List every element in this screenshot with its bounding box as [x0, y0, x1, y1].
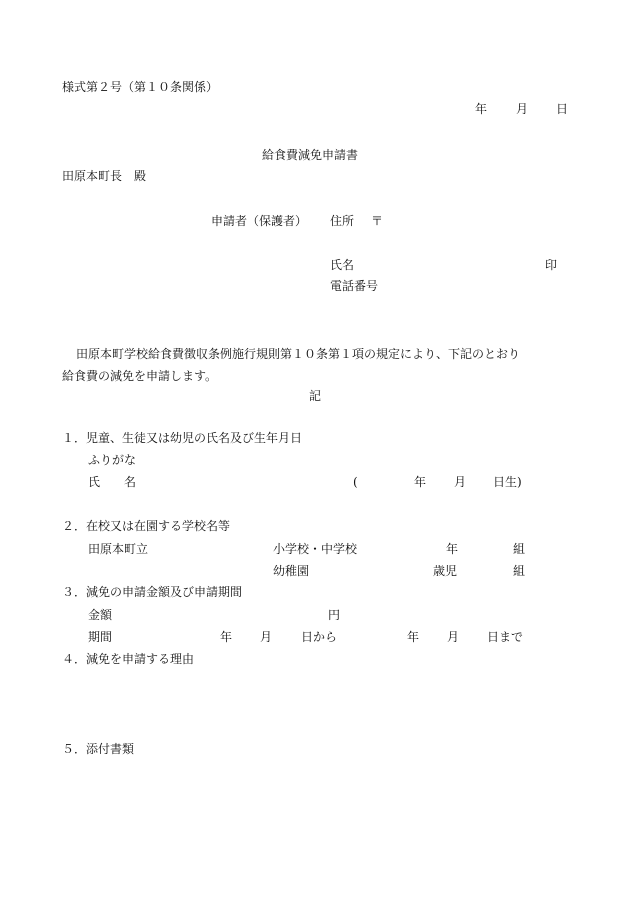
date-year-label: 年 — [475, 102, 488, 116]
phone-label: 電話番号 — [330, 279, 379, 293]
section-5-title: ５．添付書類 — [62, 742, 135, 756]
period-label: 期間 — [88, 630, 113, 644]
kindergarten-label: 幼稚園 — [273, 564, 310, 578]
section-4-title: ４．減免を申請する理由 — [62, 652, 195, 666]
ki-heading: 記 — [309, 389, 322, 403]
birth-month-label: 月 — [454, 475, 467, 489]
yen-label: 円 — [328, 608, 341, 622]
period-from-month: 月 — [260, 630, 273, 644]
age-class-label: 歳児 — [433, 564, 458, 578]
section-1-title: １．児童、生徒又は幼児の氏名及び生年月日 — [62, 431, 303, 445]
child-name-label: 氏 名 — [88, 475, 137, 489]
name-label: 氏名 — [330, 258, 355, 272]
period-to-day: 日まで — [487, 630, 524, 644]
class-label: 組 — [513, 542, 526, 556]
addressee: 田原本町長 殿 — [62, 169, 147, 183]
town-label: 田原本町立 — [88, 542, 149, 556]
birthdate-paren-open: ( — [353, 475, 358, 489]
birth-day-label: 日生) — [493, 475, 522, 489]
birth-year-label: 年 — [414, 475, 427, 489]
period-to-month: 月 — [447, 630, 460, 644]
postal-mark: 〒 — [371, 214, 384, 228]
document-title: 給食費減免申請書 — [262, 148, 359, 162]
applicant-label: 申請者（保護者） — [211, 214, 308, 228]
school-type-label: 小学校・中学校 — [273, 542, 358, 556]
section-2-title: ２．在校又は在園する学校名等 — [62, 519, 231, 533]
seal-mark: 印 — [545, 258, 558, 272]
section-3-title: ３．減免の申請金額及び申請期間 — [62, 585, 243, 599]
body-text-line-1: 田原本町学校給食費徴収条例施行規則第１０条第１項の規定により、下記のとおり — [76, 347, 521, 361]
period-to-year: 年 — [407, 630, 420, 644]
period-from-day: 日から — [301, 630, 338, 644]
date-day-label: 日 — [556, 102, 569, 116]
amount-label: 金額 — [88, 608, 113, 622]
body-text-line-2: 給食費の減免を申請します。 — [62, 369, 218, 383]
date-month-label: 月 — [516, 102, 529, 116]
furigana-label: ふりがな — [88, 453, 137, 467]
address-label: 住所 — [330, 214, 355, 228]
period-from-year: 年 — [220, 630, 233, 644]
form-number: 様式第２号（第１０条関係） — [62, 80, 219, 94]
kindergarten-class-label: 組 — [513, 564, 526, 578]
grade-label: 年 — [446, 542, 459, 556]
